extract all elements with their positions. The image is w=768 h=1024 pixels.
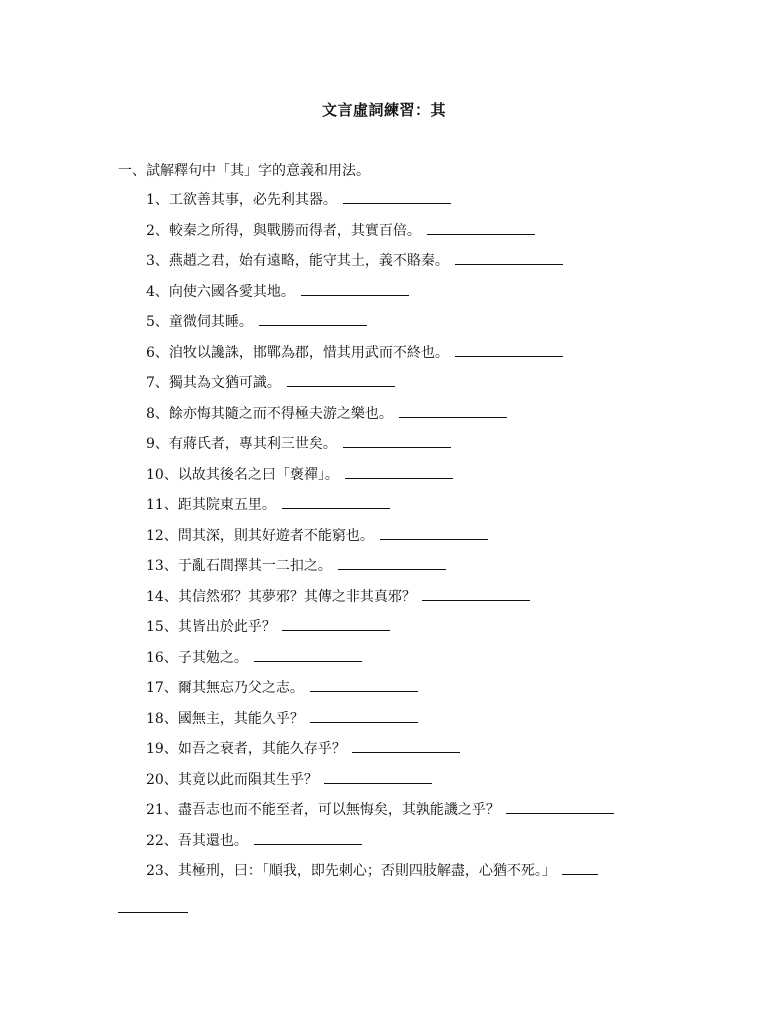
answer-blank[interactable] <box>562 860 598 875</box>
question-item <box>146 708 706 739</box>
answer-blank[interactable] <box>310 677 418 692</box>
question-text: 16、子其勉之。 <box>146 649 248 666</box>
answer-blank[interactable] <box>254 830 362 845</box>
answer-blank[interactable] <box>380 525 488 540</box>
answer-blank[interactable] <box>259 311 367 326</box>
question-item <box>146 769 706 800</box>
answer-blank[interactable] <box>343 433 451 448</box>
question-item <box>146 647 706 678</box>
answer-blank[interactable] <box>282 494 390 509</box>
question-list <box>146 189 706 891</box>
answer-blank[interactable] <box>310 708 418 723</box>
question-text: 13、于亂石間擇其一二扣之。 <box>146 558 332 574</box>
question-item <box>146 311 706 342</box>
question-text: 5、童微伺其睡。 <box>146 314 253 330</box>
question-text: 4、向使六國各愛其地。 <box>146 283 295 300</box>
question-text: 11、距其院東五里。 <box>146 497 276 513</box>
answer-blank[interactable] <box>345 464 453 479</box>
question-item <box>146 220 706 251</box>
question-text: 1、工欲善其事，必先利其器。 <box>146 192 337 208</box>
answer-blank[interactable] <box>399 403 507 418</box>
answer-blank[interactable] <box>338 555 446 570</box>
answer-blank[interactable] <box>427 220 535 235</box>
answer-blank[interactable] <box>506 799 614 814</box>
answer-blank[interactable] <box>352 738 460 753</box>
question-item <box>146 433 706 464</box>
question-text: 8、餘亦悔其隨之而不得極夫游之樂也。 <box>146 405 393 422</box>
question-item <box>146 616 706 647</box>
question-item <box>146 738 706 769</box>
question-text: 9、有蔣氏者，專其利三世矣。 <box>146 436 337 452</box>
question-text: 3、燕趙之君，始有遠略，能守其土，義不賂秦。 <box>146 253 449 269</box>
answer-blank[interactable] <box>254 647 362 662</box>
question-text: 20、其竟以此而隕其生乎？ <box>146 771 318 788</box>
question-text: 10、以故其後名之曰「褒禪」。 <box>146 466 339 483</box>
question-text: 18、國無主，其能久乎？ <box>146 710 304 727</box>
question-item <box>146 525 706 556</box>
question-text: 17、爾其無忘乃父之志。 <box>146 680 304 696</box>
question-item <box>146 464 706 495</box>
answer-blank[interactable] <box>282 616 390 631</box>
question-text: 15、其皆出於此乎？ <box>146 619 276 635</box>
instruction-text: 一、試解釋句中「其」字的意義和用法。 <box>118 163 370 179</box>
question-item <box>146 799 706 830</box>
question-item <box>146 555 706 586</box>
question-item <box>146 677 706 708</box>
question-text: 6、洎牧以讒誅，邯鄲為郡，惜其用武而不終也。 <box>146 344 449 361</box>
question-item <box>146 403 706 434</box>
answer-blank[interactable] <box>343 189 451 204</box>
question-text: 21、盡吾志也而不能至者，可以無悔矣，其孰能譏之乎？ <box>146 802 500 818</box>
answer-blank[interactable] <box>422 586 530 601</box>
answer-blank-continuation[interactable] <box>118 898 188 913</box>
answer-blank[interactable] <box>455 250 563 265</box>
question-item <box>146 860 706 891</box>
question-item <box>146 189 706 220</box>
answer-blank[interactable] <box>287 372 395 387</box>
answer-blank[interactable] <box>301 281 409 296</box>
question-item <box>146 281 706 312</box>
question-text: 19、如吾之衰者，其能久存乎？ <box>146 741 346 757</box>
question-item <box>146 586 706 617</box>
question-item <box>146 372 706 403</box>
question-item <box>146 494 706 525</box>
question-text: 23、其極刑，曰：「順我，即先刺心；否則四肢解盡，心猶不死。」 <box>146 863 556 879</box>
question-item <box>146 250 706 281</box>
question-text: 2、較秦之所得，與戰勝而得者，其實百倍。 <box>146 222 421 239</box>
answer-blank[interactable] <box>455 342 563 357</box>
question-text: 7、獨其為文猶可識。 <box>146 375 281 391</box>
answer-blank[interactable] <box>324 769 432 784</box>
question-text: 12、問其深，則其好遊者不能窮也。 <box>146 527 374 544</box>
question-item <box>146 342 706 373</box>
question-item <box>146 830 706 861</box>
worksheet-title: 文言虛詞練習：其 <box>321 101 446 119</box>
question-text: 22、吾其還也。 <box>146 832 248 849</box>
question-text: 14、其信然邪？其夢邪？其傳之非其真邪？ <box>146 588 416 605</box>
